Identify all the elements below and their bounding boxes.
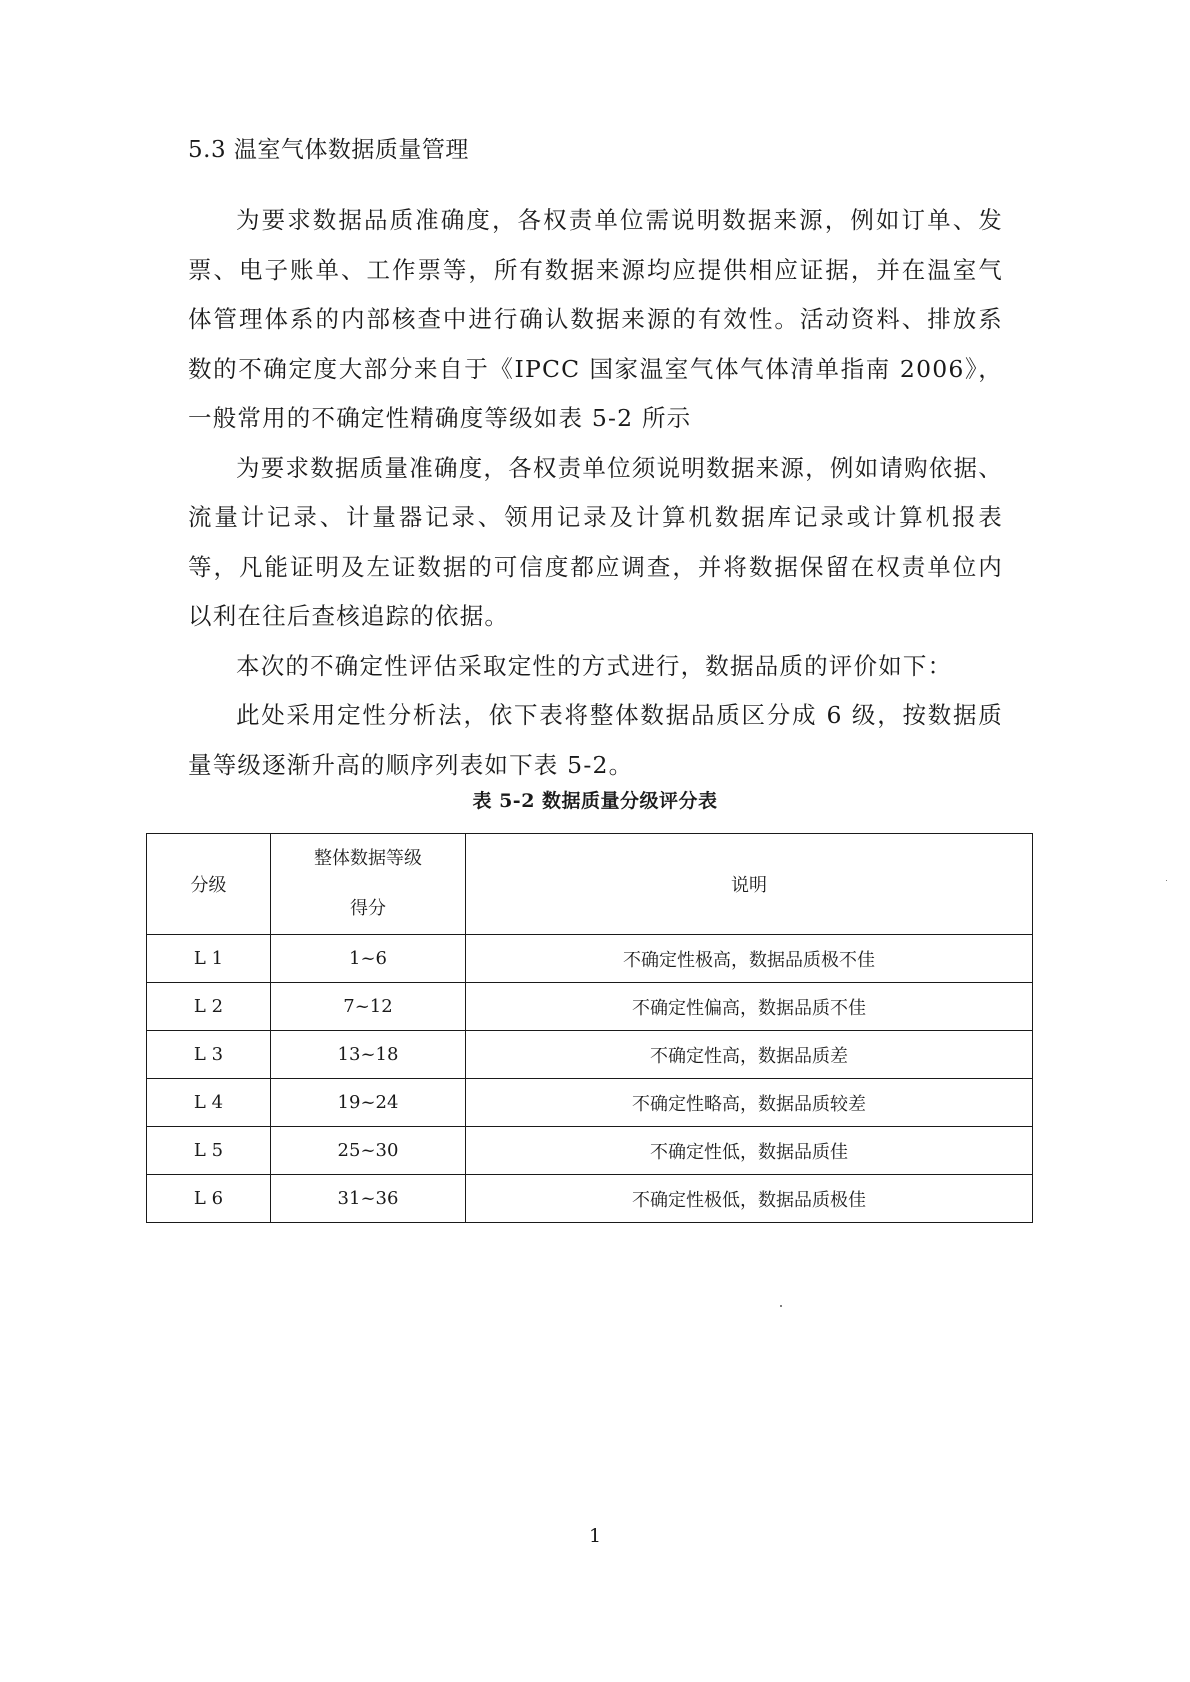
cell-grade: L 4 <box>147 1079 271 1127</box>
table-row <box>147 935 1033 983</box>
table-row <box>147 1079 1033 1127</box>
cell-grade: L 2 <box>147 983 271 1031</box>
cell-score: 1~6 <box>271 935 466 983</box>
paragraph-evaluation-method: 本次的不确定性评估采取定性的方式进行，数据品质的评价如下： <box>236 651 953 680</box>
paragraph-grading-intro: 此处采用定性分析法，依下表将整体数据品质区分成 6 级，按数据质量等级逐渐升高的顺序列表如下表 5-2。 <box>188 701 1003 779</box>
paragraph-data-sources: 为要求数据品质准确度，各权责单位需说明数据来源，例如订单、发票、电子账单、工作票等，所有数据来源均应提供相应证据，并在温室气体管理体系的内部核查中进行确认数据来源的有效性。活动资料、排放系数的不确定度大部分来自于《IPCC 国家温室气体气体清单指南 2006》，一般常用的不确定性精确度等级如表 5-2 所示 <box>188 206 1003 432</box>
header-score-line1: 整体数据等级 <box>314 848 422 869</box>
data-quality-grade-table <box>146 833 1033 1223</box>
cell-description: 不确定性高，数据品质差 <box>466 1031 1033 1079</box>
table-caption: 表 5-2 数据质量分级评分表 <box>472 790 718 812</box>
header-grade: 分级 <box>147 834 271 935</box>
body-text <box>188 196 1003 790</box>
header-description: 说明 <box>466 834 1033 935</box>
cell-score: 7~12 <box>271 983 466 1031</box>
cell-grade: L 6 <box>147 1175 271 1223</box>
cell-grade: L 1 <box>147 935 271 983</box>
cell-score: 25~30 <box>271 1127 466 1175</box>
paragraph-data-quality: 为要求数据质量准确度，各权责单位须说明数据来源，例如请购依据、流量计记录、计量器记录、领用记录及计算机数据库记录或计算机报表等，凡能证明及左证数据的可信度都应调查，并将数据保留在权责单位内以利在往后查核追踪的依据。 <box>188 453 1003 630</box>
header-score <box>271 834 466 935</box>
cell-description: 不确定性略高，数据品质较差 <box>466 1079 1033 1127</box>
scan-speck <box>1166 880 1167 881</box>
cell-description: 不确定性低，数据品质佳 <box>466 1127 1033 1175</box>
cell-score: 31~36 <box>271 1175 466 1223</box>
table-row <box>147 1127 1033 1175</box>
table-header-row <box>147 834 1033 935</box>
cell-description: 不确定性偏高，数据品质不佳 <box>466 983 1033 1031</box>
cell-grade: L 3 <box>147 1031 271 1079</box>
page-number: 1 <box>588 1525 602 1547</box>
cell-grade: L 5 <box>147 1127 271 1175</box>
cell-score: 13~18 <box>271 1031 466 1079</box>
scan-speck <box>780 1305 782 1307</box>
cell-description: 不确定性极低，数据品质极佳 <box>466 1175 1033 1223</box>
cell-description: 不确定性极高，数据品质极不佳 <box>466 935 1033 983</box>
header-score-line2: 得分 <box>350 898 386 919</box>
cell-score: 19~24 <box>271 1079 466 1127</box>
table-row <box>147 983 1033 1031</box>
table-row <box>147 1031 1033 1079</box>
table-row <box>147 1175 1033 1223</box>
section-title: 5.3 温室气体数据质量管理 <box>188 137 469 163</box>
